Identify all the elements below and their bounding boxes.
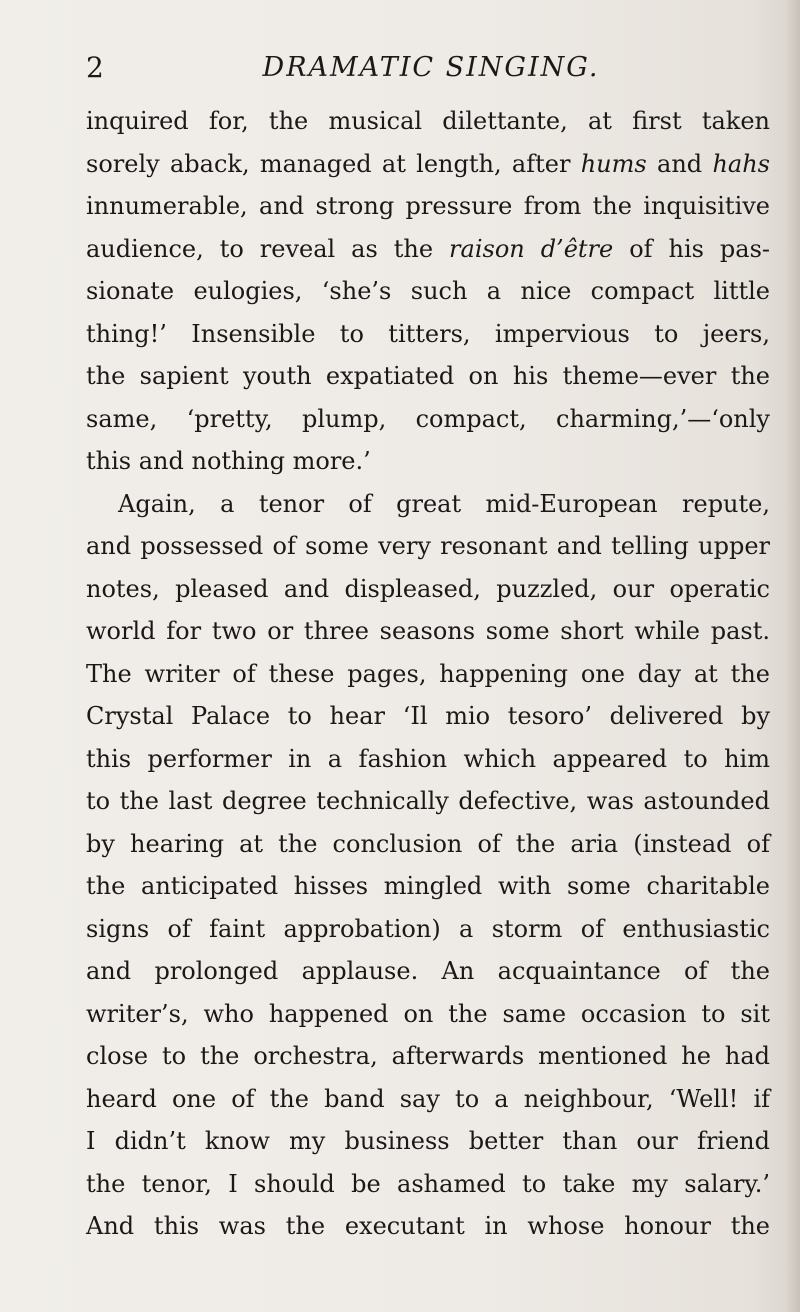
text-line: same, ‘pretty, plump, compact, charming,’—‘only <box>86 404 770 433</box>
text-line-part: of his pas- <box>613 234 771 263</box>
text-line: heard one of the band say to a neighbour, ‘Well! if <box>86 1084 770 1113</box>
running-head <box>86 48 776 88</box>
text-line: Crystal Palace to hear ‘Il mio tesoro’ delivered by <box>86 702 770 730</box>
text-line: by hearing at the conclusion of the aria (instead of <box>86 829 770 858</box>
text-line: the anticipated hisses mingled with some charitable <box>86 872 770 900</box>
text-line-part: and <box>646 149 713 178</box>
text-line: and prolonged applause. An acquaintance of the <box>86 957 770 985</box>
italic-term: hahs <box>712 149 770 178</box>
text-line: sionate eulogies, ‘she’s such a nice compact little <box>86 277 770 305</box>
text-line-part: sorely aback, managed at length, after <box>86 149 581 178</box>
text-line: world for two or three seasons some short while past. <box>86 617 770 645</box>
text-line: innumerable, and strong pressure from the inquisitive <box>86 192 770 220</box>
page-number: 2 <box>86 51 104 84</box>
text-line-part: audience, to reveal as the <box>86 234 450 263</box>
text-line: And this was the executant in whose honour the <box>86 1212 770 1240</box>
text-line: this performer in a fashion which appeared to him <box>86 744 770 773</box>
text-line: thing!’ Insensible to titters, impervious to jeers, <box>86 319 770 348</box>
text-line: the tenor, I should be ashamed to take my salary.’ <box>86 1169 770 1198</box>
paragraph-start-line: Again, a tenor of great mid-European repute, <box>118 489 770 518</box>
text-line: notes, pleased and displeased, puzzled, our operatic <box>86 574 770 603</box>
italic-term: raison d’être <box>449 234 614 263</box>
body-text <box>86 100 770 1248</box>
text-line: the sapient youth expatiated on his theme—ever the <box>86 362 770 390</box>
text-line <box>86 143 770 186</box>
text-line: I didn’t know my business better than our friend <box>86 1127 770 1155</box>
page-edge-shadow <box>786 0 800 1312</box>
text-line: this and nothing more.’ <box>86 447 371 475</box>
text-line: writer’s, who happened on the same occasion to sit <box>86 999 770 1028</box>
italic-term: hums <box>580 149 647 178</box>
chapter-title: DRAMATIC SINGING. <box>262 52 600 83</box>
text-line: close to the orchestra, afterwards mentioned he had <box>86 1042 770 1070</box>
text-line: and possessed of some very resonant and telling upper <box>86 532 770 560</box>
text-line: signs of faint approbation) a storm of enthusiastic <box>86 914 770 943</box>
text-line: The writer of these pages, happening one day at the <box>86 659 770 688</box>
text-line <box>86 228 770 271</box>
text-line: inquired for, the musical dilettante, at first taken <box>86 107 770 135</box>
text-line: to the last degree technically defective, was astounded <box>86 787 770 815</box>
